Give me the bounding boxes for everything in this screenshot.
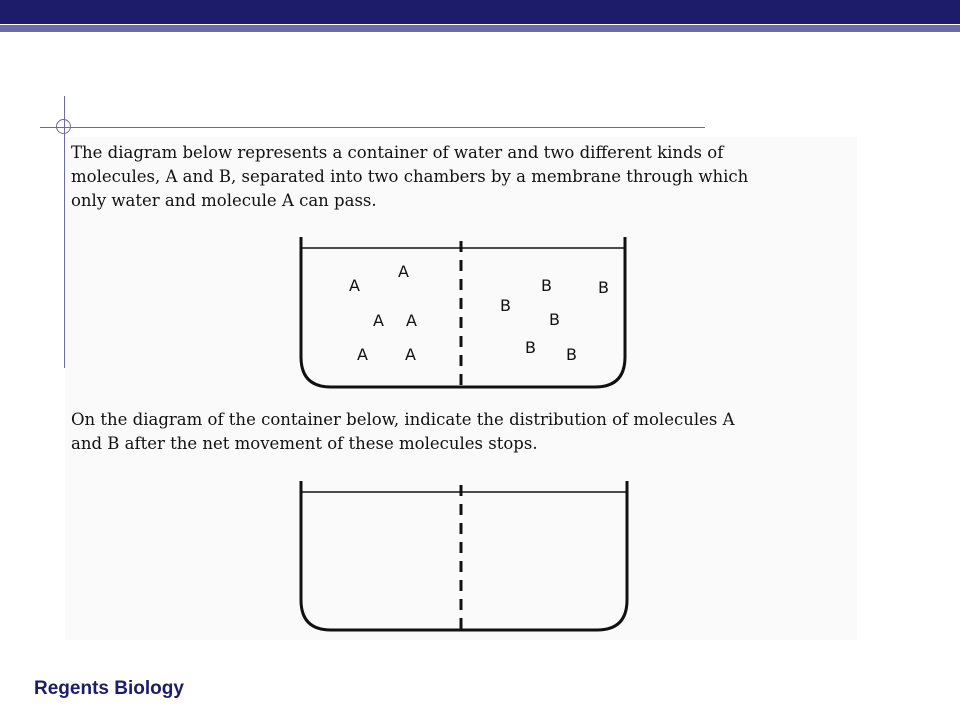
molecule-b: B bbox=[598, 278, 609, 297]
molecule-a: A bbox=[349, 276, 360, 295]
molecule-b: B bbox=[541, 276, 552, 295]
molecules-b bbox=[500, 276, 609, 364]
footer-title: Regents Biology bbox=[34, 678, 184, 699]
molecule-a: A bbox=[357, 345, 368, 364]
molecule-b: B bbox=[566, 345, 577, 364]
crosshair-circle bbox=[56, 119, 71, 134]
header-bar bbox=[0, 0, 960, 24]
molecule-a: A bbox=[398, 262, 409, 281]
molecules-a bbox=[349, 262, 417, 364]
molecule-a: A bbox=[373, 311, 384, 330]
osmosis-diagram bbox=[65, 137, 857, 640]
question-intro-text: The diagram below represents a container of water and two different kinds of molecules, A and B, separated into two chambers by a membrane through which only water and molecule A can pass. bbox=[71, 143, 749, 210]
header-underline bbox=[0, 25, 960, 32]
molecule-b: B bbox=[500, 296, 511, 315]
container-after-outline bbox=[301, 481, 627, 630]
container-after bbox=[301, 481, 627, 630]
container-before bbox=[301, 237, 625, 387]
molecule-b: B bbox=[549, 310, 560, 329]
horizontal-guide-line bbox=[40, 127, 705, 128]
question-instruction-text: On the diagram of the container below, indicate the distribution of molecules A and B after the net movement of these molecules stops. bbox=[71, 410, 735, 453]
container-before-outline bbox=[301, 237, 625, 387]
question-image bbox=[65, 137, 857, 640]
molecule-a: A bbox=[405, 345, 416, 364]
molecule-b: B bbox=[525, 338, 536, 357]
molecule-a: A bbox=[406, 311, 417, 330]
